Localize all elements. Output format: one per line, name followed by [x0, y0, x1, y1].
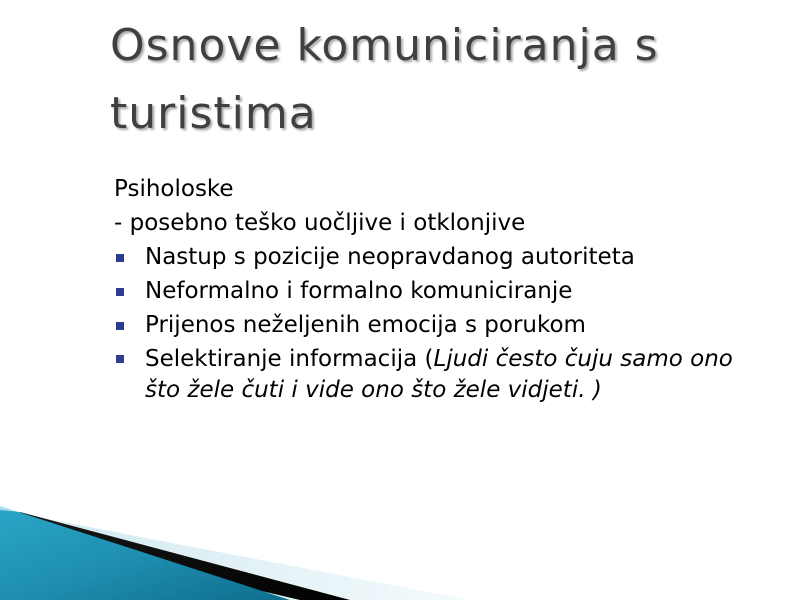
square-bullet-icon [116, 322, 124, 330]
bullet-text: Prijenos neželjenih emocija s porukom [145, 312, 586, 338]
slide-content [114, 172, 774, 406]
bullet-text: Nastup s pozicije neopravdanog autoriteta [145, 244, 635, 270]
square-bullet-icon [116, 254, 124, 262]
square-bullet-icon [116, 355, 124, 363]
corner-ribbon-decoration [0, 490, 800, 600]
bullet-text: Neformalno i formalno komuniciranje [145, 278, 573, 304]
list-item [114, 240, 774, 274]
square-bullet-icon [116, 288, 124, 296]
bullet-text-prefix: Selektiranje informacija ( [145, 346, 434, 372]
slide-title: Osnove komuniciranja s turistima [110, 20, 659, 139]
bullet-text-italic: Ljudi često čuju samo ono što žele čuti i vide ono što žele vidjeti. ) [145, 346, 733, 403]
list-item [114, 342, 774, 406]
bullet-list [114, 240, 774, 406]
list-item [114, 308, 774, 342]
subheading: Psiholoske [114, 176, 234, 202]
list-item [114, 274, 774, 308]
note-line: - posebno teško uočljive i otklonjive [114, 210, 526, 236]
